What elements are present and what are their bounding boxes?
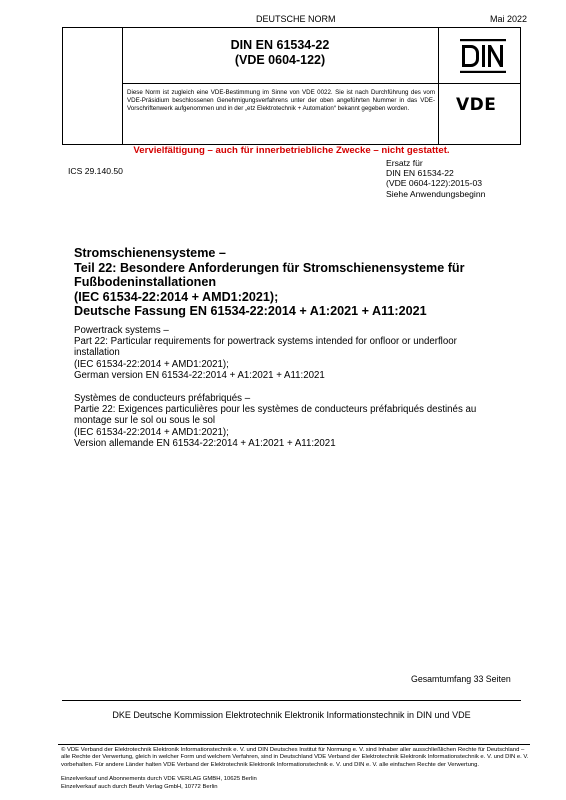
title-german-line: Deutsche Fassung EN 61534-22:2014 + A1:2021 + A11:2021 xyxy=(74,304,427,319)
header-norm-type: DEUTSCHE NORM xyxy=(256,14,336,24)
title-french-line: Systèmes de conducteurs préfabriqués – xyxy=(74,393,251,404)
replacement-line: Siehe Anwendungsbeginn xyxy=(386,188,486,199)
logo-divider xyxy=(438,83,521,84)
title-french-line: montage sur le sol ou sous le sol xyxy=(74,415,216,427)
title-english-line: German version EN 61534-22:2014 + A1:2021 + A11:2021 xyxy=(74,369,325,381)
title-german-line: (IEC 61534-22:2014 + AMD1:2021); xyxy=(74,289,279,304)
title-box-divider-right xyxy=(438,27,439,145)
title-french-line: Version allemande EN 61534-22:2014 + A1:2021 + A11:2021 xyxy=(74,437,336,449)
vde-number: (VDE 0604-122) xyxy=(234,53,326,67)
pages-divider xyxy=(62,700,521,701)
din-logo-graphic xyxy=(460,39,506,73)
replacement-line: Ersatz für xyxy=(386,158,423,168)
reproduction-notice: Vervielfältigung – auch für innerbetriebliche Zwecke – nicht gestattet. xyxy=(133,145,450,156)
title-french-line: Partie 22: Exigences particulières pour les systèmes de conducteurs préfabriqués destinés au xyxy=(74,404,477,416)
vde-note: Diese Norm ist zugleich eine VDE-Bestimmung im Sinne von VDE 0022. Sie ist nach Durchführung des vom VDE-Präsidium beschlossenen Genehmigungsverfahrens unter der oben angeführten Nummer in das VDE-Vorschriftenwerk aufgenommen und in der „etz Elektrotechnik + Automation“ bekannt gegeben worden. xyxy=(127,89,435,112)
din-logo xyxy=(460,39,506,73)
sales-line: Einzelverkauf und Abonnements durch VDE VERLAG GMBH, 10625 Berlin xyxy=(61,776,257,782)
document-number xyxy=(122,38,438,68)
title-english-line: (IEC 61534-22:2014 + AMD1:2021); xyxy=(74,358,229,370)
title-english-line: installation xyxy=(74,347,120,359)
dke-line: DKE Deutsche Kommission Elektrotechnik Elektronik Informationstechnik in DIN und VDE xyxy=(112,710,471,720)
replacement-line: (VDE 0604-122):2015-03 xyxy=(386,178,483,189)
din-number: DIN EN 61534-22 xyxy=(230,38,330,52)
replacement-line: DIN EN 61534-22 xyxy=(386,168,454,179)
title-german-line: Stromschienensysteme – xyxy=(74,246,226,260)
copyright-notice: © VDE Verband der Elektrotechnik Elektronik Informationstechnik e. V. und DIN Deutsches Institut für Normung e. V. sind Inhaber aller ausschließlichen Rechte für Deutschland – alle Rechte der Verwertung, gleich in welcher Form und welchem Verfahren, sind in Deutschland VDE Verband der Elektrotechnik Elektronik Informationstechnik e. V. und DIN e. V. vorbehalten. Für andere Länder halten VDE Verband der Elektrotechnik Elektronik Informationstechnik e. V. und DIN e. V. alle einfachen Rechte der Verwertung. xyxy=(61,747,529,768)
title-english-line: Powertrack systems – xyxy=(74,325,169,336)
ics-code: ICS 29.140.50 xyxy=(68,166,123,176)
title-german-line: Fußbodeninstallationen xyxy=(74,275,217,290)
title-french-line: (IEC 61534-22:2014 + AMD1:2021); xyxy=(74,426,229,438)
title-box-divider-middle xyxy=(122,83,438,84)
title-english xyxy=(74,325,524,381)
title-english-line: Part 22: Particular requirements for powertrack systems intended for onfloor or underfloor xyxy=(74,336,457,348)
title-german xyxy=(74,246,514,319)
header-date: Mai 2022 xyxy=(490,14,528,24)
vde-logo: VDE xyxy=(456,95,497,115)
title-german-line: Teil 22: Besondere Anforderungen für Stromschienensysteme für xyxy=(74,260,465,275)
sales-line: Einzelverkauf auch durch Beuth Verlag GmbH, 10772 Berlin xyxy=(61,783,218,790)
replacement-info xyxy=(386,158,485,199)
total-pages: Gesamtumfang 33 Seiten xyxy=(411,674,511,684)
footer-divider xyxy=(58,744,530,745)
title-french xyxy=(74,393,524,449)
